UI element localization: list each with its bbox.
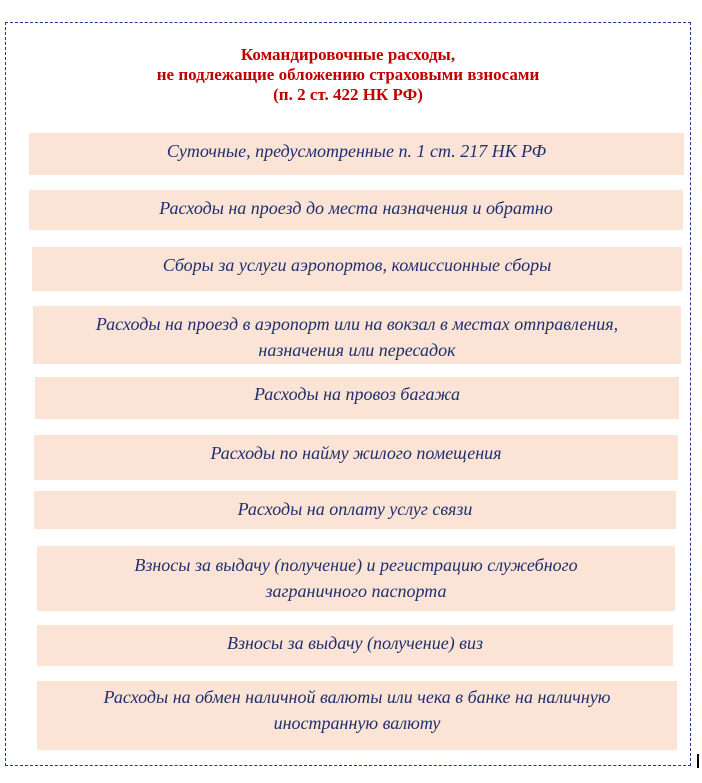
text-cursor bbox=[697, 754, 699, 768]
item-text: Расходы на оплату услуг связи bbox=[237, 499, 473, 519]
title-line-1: Командировочные расходы, bbox=[240, 45, 456, 64]
item-text: Расходы на проезд до места назначения и обратно bbox=[159, 198, 553, 218]
item-baggage bbox=[35, 377, 679, 419]
title-line-2: не подлежащие обложению страховыми взносами bbox=[156, 65, 540, 84]
item-text: Расходы на провоз багажа bbox=[253, 384, 461, 404]
item-text: Взносы за выдачу (получение) виз bbox=[226, 633, 484, 653]
item-text: Расходы на обмен наличной валюты или чека в банке на наличную bbox=[103, 687, 611, 707]
item-visa-fees bbox=[37, 625, 673, 666]
item-text: Суточные, предусмотренные п. 1 ст. 217 НК РФ bbox=[166, 141, 547, 161]
title-line-3: (п. 2 ст. 422 НК РФ) bbox=[273, 85, 423, 104]
item-daily-allowance bbox=[29, 133, 684, 175]
item-text: Расходы на проезд в аэропорт или на вокзал в местах отправления, bbox=[95, 314, 619, 334]
item-text: иностранную валюту bbox=[273, 713, 441, 733]
item-communication bbox=[34, 491, 676, 529]
item-travel-expenses bbox=[29, 190, 683, 230]
item-text: Сборы за услуги аэропортов, комиссионные сборы bbox=[162, 255, 552, 275]
item-text: Взносы за выдачу (получение) и регистрацию служебного bbox=[134, 555, 578, 575]
item-airport-fees bbox=[32, 247, 682, 291]
diagram-title bbox=[5, 45, 691, 105]
item-text: заграничного паспорта bbox=[265, 581, 447, 601]
item-passport-fees bbox=[37, 546, 675, 611]
item-text: назначения или пересадок bbox=[258, 340, 456, 360]
item-currency-exchange bbox=[37, 681, 677, 750]
item-accommodation bbox=[34, 435, 678, 480]
item-text: Расходы по найму жилого помещения bbox=[210, 443, 502, 463]
item-transfer-expenses bbox=[33, 306, 681, 364]
